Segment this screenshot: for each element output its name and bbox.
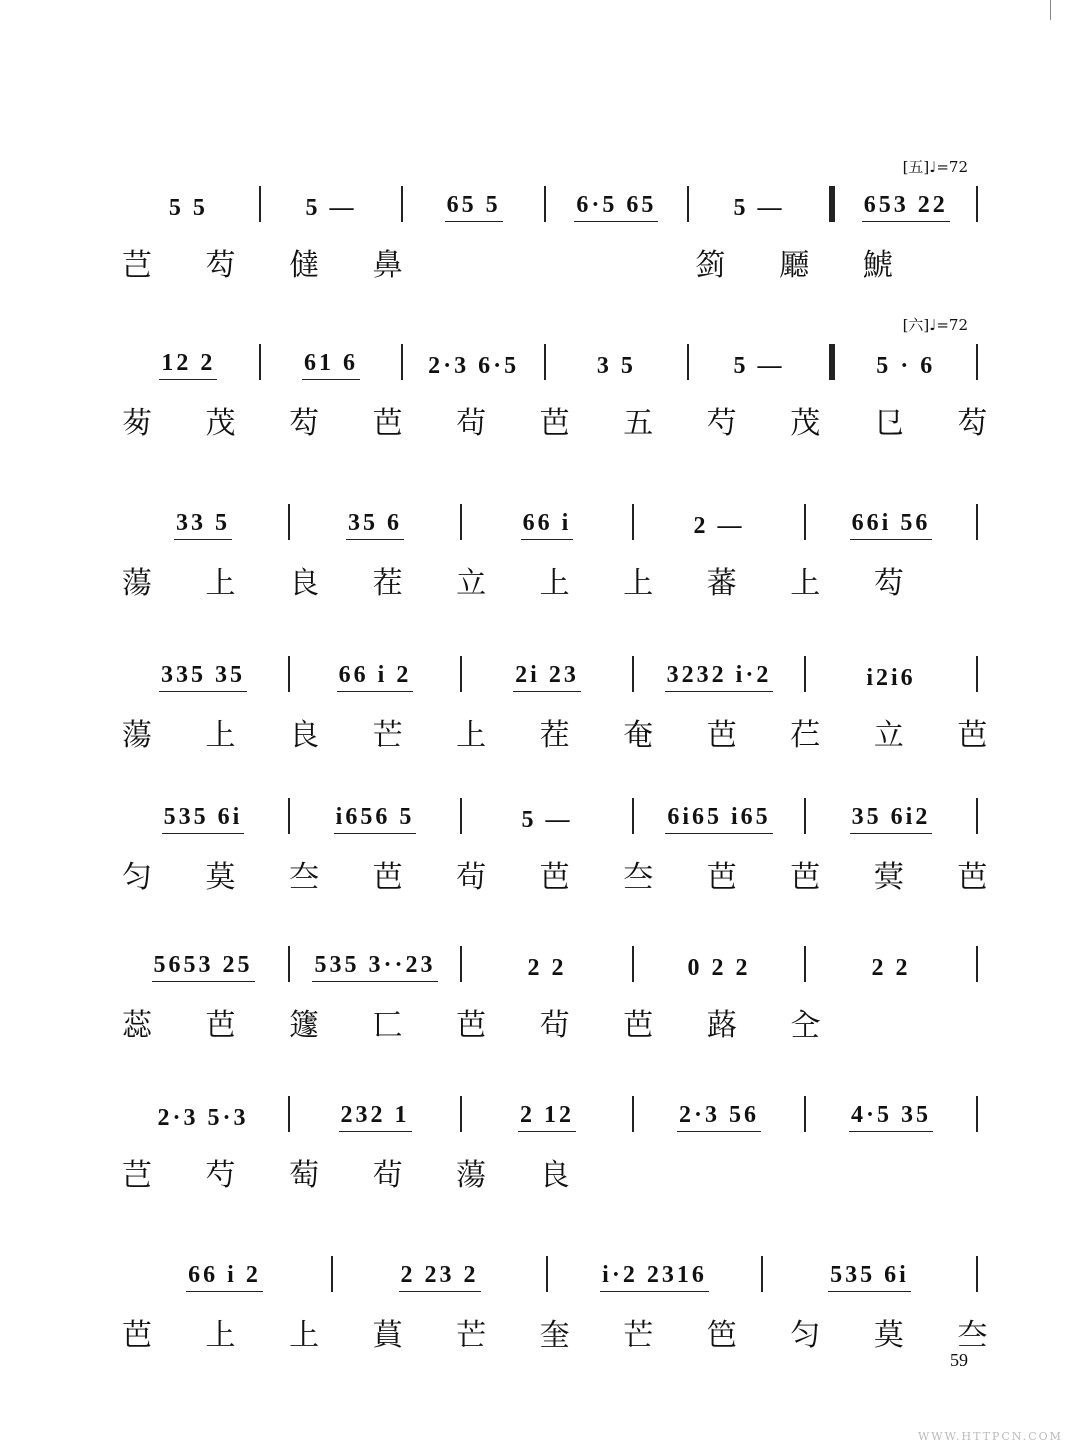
- measure: [118, 662, 288, 692]
- score-system: [118, 158, 978, 284]
- tablature-line: 匀 莫 夳 芭 茍 芭 夳 芭 芭 蓂 芭: [122, 860, 1010, 895]
- measure-notes: 5 —: [733, 353, 785, 379]
- measure: [634, 513, 804, 540]
- measure: [546, 192, 687, 222]
- measure: [462, 1102, 632, 1132]
- measure-notes: 2 23 2: [399, 1262, 481, 1292]
- measure: [548, 1262, 761, 1292]
- notation-line: [118, 1248, 978, 1292]
- notation-line: [118, 790, 978, 834]
- score-system: [118, 790, 1010, 896]
- measure-notes: 2i 23: [513, 662, 581, 692]
- measure-notes: i2i6: [866, 665, 916, 691]
- measure-notes: 66 i: [521, 510, 574, 540]
- measure-notes: 6i65 i65: [665, 804, 772, 834]
- tablature-line: 蕩 上 良 茬 立 上 上 蕃 上 芶: [122, 566, 926, 601]
- measure-notes: 5 —: [733, 195, 785, 221]
- measure: [462, 807, 632, 834]
- measure: [118, 510, 288, 540]
- measure: [634, 804, 804, 834]
- measure: [806, 1102, 976, 1132]
- tablature-line: 蕊 芭 籧 匸 芭 茍 芭 蕗 㒰: [122, 1008, 843, 1043]
- measure-notes: 35 6i2: [850, 804, 933, 834]
- measure-notes: 33 5: [174, 510, 232, 540]
- measure-notes: 5 —: [305, 195, 357, 221]
- score-system: [118, 1088, 978, 1194]
- tablature-line: 蕩 上 良 芒 上 茬 奄 芭 芢 立 芭: [122, 718, 1010, 753]
- measure-notes: 61 6: [302, 350, 360, 380]
- measure: [118, 804, 288, 834]
- measure-notes: 232 1: [339, 1102, 412, 1132]
- measure: [118, 1105, 288, 1132]
- measure-notes: 66i 56: [850, 510, 933, 540]
- measure-notes: 2 —: [693, 513, 745, 539]
- measure: [806, 955, 976, 982]
- measure-notes: 35 6: [346, 510, 404, 540]
- measure-notes: 2·3 5·3: [157, 1105, 249, 1131]
- measure-notes: 5 · 6: [876, 353, 936, 379]
- measure-notes: 335 35: [159, 662, 247, 692]
- measure: [290, 510, 460, 540]
- barline: [976, 656, 978, 692]
- measure: [835, 353, 976, 380]
- barline: [976, 504, 978, 540]
- tablature-line: 芑 芶 㒓 鼻 䈩 㕔 鯱: [122, 248, 915, 283]
- measure: [118, 350, 259, 380]
- measure: [806, 665, 976, 692]
- tablature-line: 芭 上 上 蒷 芒 奎 芒 笆 匀 莫 夳: [122, 1318, 1010, 1353]
- measure-notes: 3 5: [596, 353, 636, 379]
- measure: [806, 510, 976, 540]
- measure: [462, 510, 632, 540]
- page-edge-mark: [1050, 0, 1051, 20]
- notation-line: [118, 336, 978, 380]
- measure: [462, 955, 632, 982]
- score-system: [118, 938, 978, 1044]
- measure-notes: i·2 2316: [600, 1262, 709, 1292]
- measure: [689, 353, 830, 380]
- barline: [976, 344, 978, 380]
- measure-notes: 4·5 35: [849, 1102, 933, 1132]
- score-system: [118, 496, 978, 602]
- measure-notes: 66 i 2: [186, 1262, 263, 1292]
- measure: [634, 662, 804, 692]
- measure-notes: 2·3 56: [677, 1102, 761, 1132]
- measure: [290, 662, 460, 692]
- barline: [976, 1256, 978, 1292]
- measure-notes: 2 2: [527, 955, 567, 981]
- measure-notes: 0 2 2: [687, 955, 751, 981]
- measure-notes: 653 22: [862, 192, 950, 222]
- tablature-line: 茐 茂 芶 芭 茍 芭 五 芍 茂 㔾 芶: [122, 406, 1010, 441]
- measure-notes: 12 2: [159, 350, 217, 380]
- measure-notes: 2·3 6·5: [428, 353, 520, 379]
- measure-notes: i656 5: [334, 804, 417, 834]
- barline: [976, 1096, 978, 1132]
- measure: [118, 195, 259, 222]
- watermark: WWW.HTTPCN.COM: [918, 1430, 1063, 1443]
- measure: [118, 952, 288, 982]
- notation-line: [118, 648, 978, 692]
- notation-line: [118, 496, 978, 540]
- measure: [261, 195, 402, 222]
- measure: [462, 662, 632, 692]
- measure-notes: 2 2: [871, 955, 911, 981]
- measure-notes: 66 i 2: [337, 662, 414, 692]
- measure-notes: 6·5 65: [574, 192, 658, 222]
- measure: [290, 1102, 460, 1132]
- measure-notes: 3232 i·2: [665, 662, 774, 692]
- notation-line: [118, 938, 978, 982]
- measure: [546, 353, 687, 380]
- score-system: [118, 316, 1010, 442]
- measure: [689, 195, 830, 222]
- barline: [976, 798, 978, 834]
- measure: [634, 1102, 804, 1132]
- measure-notes: 5 5: [168, 195, 208, 221]
- measure: [290, 952, 460, 982]
- measure-notes: 2 12: [518, 1102, 576, 1132]
- measure-notes: 535 6i: [162, 804, 245, 834]
- page-number: 59: [950, 1350, 968, 1370]
- measure: [634, 955, 804, 982]
- measure: [835, 192, 976, 222]
- barline: [976, 186, 978, 222]
- measure-notes: 5653 25: [152, 952, 255, 982]
- tablature-line: 芑 芍 萄 茍 蕩 良: [122, 1158, 592, 1193]
- measure-notes: 65 5: [445, 192, 503, 222]
- measure-notes: 535 6i: [828, 1262, 911, 1292]
- tempo-marking: [五]♩=72: [902, 158, 968, 176]
- measure-notes: 535 3··23: [312, 952, 437, 982]
- measure: [290, 804, 460, 834]
- measure: [763, 1262, 976, 1292]
- measure: [806, 804, 976, 834]
- score-system: [118, 648, 1010, 754]
- barline: [976, 946, 978, 982]
- notation-line: [118, 178, 978, 222]
- notation-line: [118, 1088, 978, 1132]
- measure: [403, 192, 544, 222]
- tempo-marking: [六]♩=72: [902, 316, 968, 334]
- measure: [118, 1262, 331, 1292]
- measure: [261, 350, 402, 380]
- measure: [333, 1262, 546, 1292]
- measure: [403, 353, 544, 380]
- score-system: [118, 1248, 1010, 1354]
- measure-notes: 5 —: [521, 807, 573, 833]
